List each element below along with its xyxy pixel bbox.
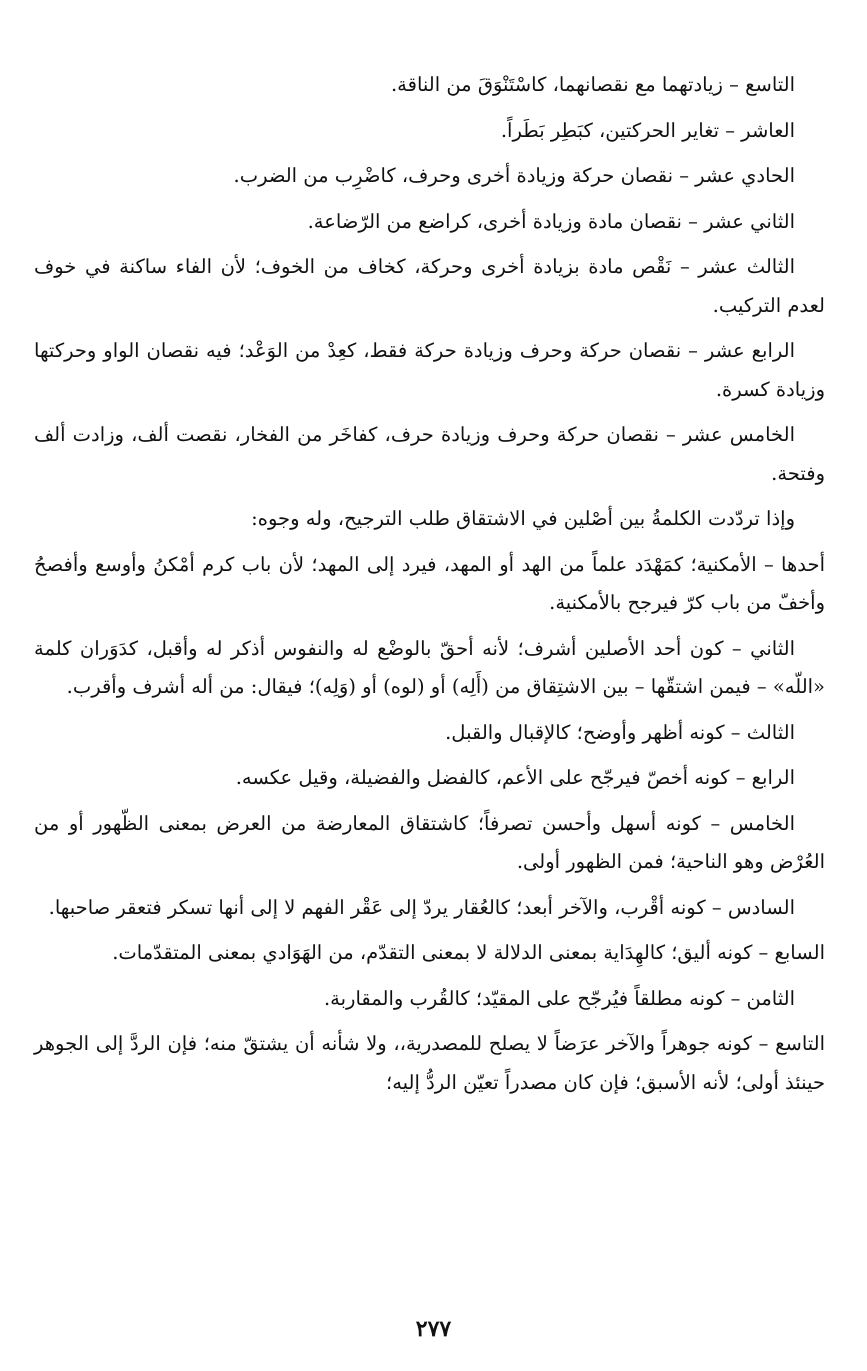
- paragraph-second-reason: الثاني – كون أحد الأصلين أشرف؛ لأنه أحقّ بالوضْع له والنفوس أذكر له وأقبل، كدَوَران كلمة «اللّه» – فيمن اشتقّها – بين الاشتِقاق من (أَلِه) أو (لوه) أو (وَلِه)؛ فيقال: من أله أشرف وأقرب.: [34, 636, 825, 698]
- paragraph-12th: الثاني عشر – نقصان مادة وزيادة أخرى، كراضع من الرّضاعة.: [307, 209, 795, 233]
- paragraph-13th: الثالث عشر – نَقْص مادة بزيادة أخرى وحركة، كخاف من الخوف؛ لأن الفاء ساكنة في خوف لعدم التركيب.: [34, 255, 825, 317]
- paragraph-9th: التاسع – زيادتهما مع نقصانهما، كاسْتَنْوَقَ من الناقة.: [390, 73, 795, 96]
- paragraph-sixth-reason: السادس – كونه أقْرب، والآخر أبعد؛ كالعُقار يردّ إلى عَقْر الفهم لا إلى أنها تسكر فتعقر صاحبها.: [48, 895, 795, 919]
- paragraph-preference-intro: وإذا تردّدت الكلمةُ بين أصْلين في الاشتقاق طلب الترجيح، وله وجوه:: [251, 507, 795, 530]
- paragraph-third-reason: الثالث – كونه أظهر وأوضح؛ كالإقبال والقبل.: [445, 720, 795, 744]
- page-body: [34, 66, 825, 1102]
- page-number: ٢٧٧: [415, 1316, 452, 1342]
- paragraph-first-reason: أحدها – الأمكنية؛ كمَهْدَد علماً من الهد أو المهد، فيرد إلى المهد؛ لأن باب كرم أمْكنُ وأوسع وأفصحُ وأخفّ من باب كرّ فيرجح بالأمكنية.: [34, 552, 825, 614]
- paragraph-seventh-reason: السابع – كونه أليق؛ كالهِدَاية بمعنى الدلالة لا بمعنى التقدّم، من الهَوَادي بمعنى المتقدّمات.: [112, 941, 825, 964]
- paragraph-ninth-reason: التاسع – كونه جوهراً والآخر عرَضاً لا يصلح للمصدرية،، ولا شأنه أن يشتقّ منه؛ فإن الردَّ إلى الجوهر حينئذ أولى؛ لأنه الأسبق؛ فإن كان مصدراً تعيّن الردُّ إليه؛: [34, 1032, 825, 1094]
- paragraph-fourth-reason: الرابع – كونه أخصّ فيرجّح على الأعم، كالفضل والفضيلة، وقيل عكسه.: [235, 766, 795, 789]
- paragraph-fifth-reason: الخامس – كونه أسهل وأحسن تصرفاً؛ كاشتقاق المعارضة من العرض بمعنى الظّهور أو من العُرْض وهو الناحية؛ فمن الظهور أولى.: [34, 811, 825, 873]
- paragraph-15th: الخامس عشر – نقصان حركة وحرف وزيادة حرف، كفاخَر من الفخار، نقصت ألف، وزادت ألف وفتحة.: [34, 423, 825, 485]
- paragraph-11th: الحادي عشر – نقصان حركة وزيادة أخرى وحرف، كاضْرِب من الضرب.: [233, 164, 795, 187]
- paragraph-eighth-reason: الثامن – كونه مطلقاً فيُرجّح على المقيّد؛ كالقُرب والمقاربة.: [323, 986, 795, 1010]
- paragraph-10th: العاشر – تغاير الحركتين، كبَطِر بَطَراً.: [500, 118, 795, 142]
- paragraph-14th: الرابع عشر – نقصان حركة وحرف وزيادة حركة فقط، كعِدْ من الوَعْد؛ فيه نقصان الواو وحركتها وزيادة كسرة.: [34, 339, 825, 401]
